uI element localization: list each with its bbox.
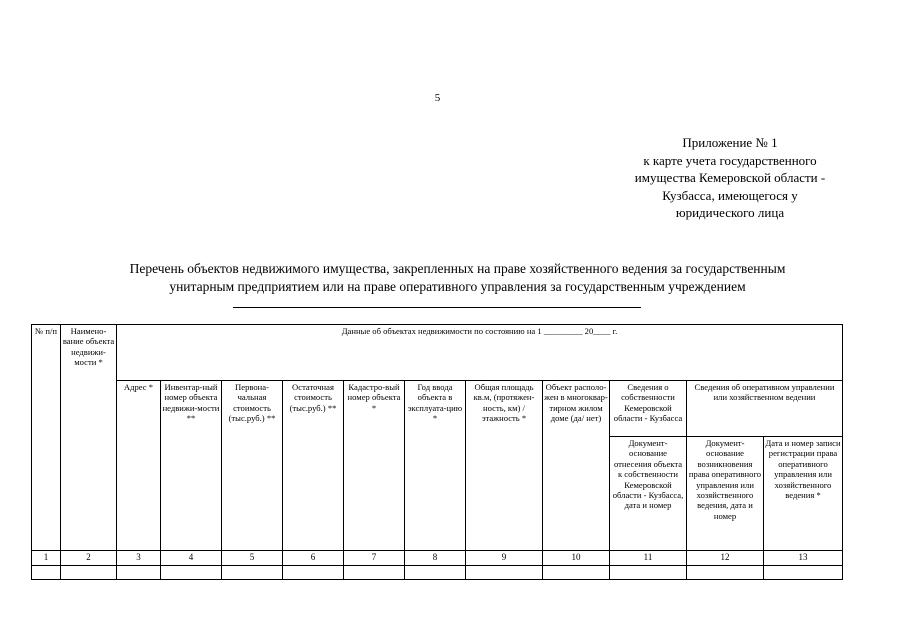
appendix-line: имущества Кемеровской области - <box>634 170 826 185</box>
table-cell[interactable] <box>283 566 344 580</box>
table-cell[interactable] <box>222 566 283 580</box>
table-cell[interactable] <box>610 566 687 580</box>
header-residual-cost: Остаточная стоимость (тыс.руб.) ** <box>283 381 344 551</box>
title-line-1: Перечень объектов недвижимого имущества, закрепленных на праве хозяйственного ведения за государственным <box>129 261 786 276</box>
appendix-line: Кузбасса, имеющегося у <box>662 187 798 203</box>
table-cell[interactable] <box>344 566 405 580</box>
column-number: 10 <box>543 551 610 566</box>
header-op-document: Документ-основание возникновения права оперативного управления или хозяйственного ведения, дата и номер <box>687 437 764 551</box>
header-object-name: Наимено-вание объекта недвижи-мости * <box>61 325 117 551</box>
column-number: 2 <box>61 551 117 566</box>
header-apartment-building: Объект располо-жен в многоквар-тирном жилом доме (да/ нет) <box>543 381 610 551</box>
title-line-2: унитарным предприятием или на праве оперативного управления за государственным учреждением <box>169 278 746 294</box>
header-cadastral-number: Кадастро-вый номер объекта * <box>344 381 405 551</box>
column-number: 3 <box>117 551 161 566</box>
header-commission-year: Год ввода объекта в эксплуата-цию * <box>405 381 466 551</box>
header-ownership-info: Сведения о собственности Кемеровской области - Кузбасса <box>610 381 687 437</box>
table-cell[interactable] <box>543 566 610 580</box>
header-initial-cost: Первона-чальная стоимость (тыс.руб.) ** <box>222 381 283 551</box>
appendix-line: к карте учета государственного <box>643 152 817 168</box>
column-number: 8 <box>405 551 466 566</box>
header-inventory-number: Инвентар-ный номер объекта недвижи-мости ** <box>161 381 222 551</box>
table-cell[interactable] <box>61 566 117 580</box>
header-row-number: № п/п <box>32 325 61 551</box>
header-ownership-document: Документ-основание отнесения объекта к собственности Кемеровской области - Кузбасса, дата и номер <box>610 437 687 551</box>
column-number: 11 <box>610 551 687 566</box>
table-row <box>32 566 843 580</box>
table-cell[interactable] <box>32 566 61 580</box>
table-cell[interactable] <box>764 566 843 580</box>
appendix-note <box>590 134 870 222</box>
page-number: 5 <box>434 92 441 104</box>
organization-name-blank <box>233 307 641 308</box>
column-number: 12 <box>687 551 764 566</box>
column-number: 7 <box>344 551 405 566</box>
table-cell[interactable] <box>466 566 543 580</box>
column-number: 6 <box>283 551 344 566</box>
header-address: Адрес * <box>117 381 161 551</box>
column-number: 13 <box>764 551 843 566</box>
header-total-area: Общая площадь кв.м, (протяжен-ность, км) / этажность * <box>466 381 543 551</box>
header-data-group: Данные об объектах недвижимости по состоянию на 1 _________ 20____ г. <box>117 325 843 381</box>
table-cell[interactable] <box>405 566 466 580</box>
appendix-line: Приложение № 1 <box>682 135 778 150</box>
header-op-registration: Дата и номер записи регистрации права оперативного управления или хозяйственного ведения * <box>764 437 843 551</box>
table-cell[interactable] <box>117 566 161 580</box>
real-estate-objects-table <box>31 324 843 580</box>
appendix-line: юридического лица <box>675 205 785 220</box>
column-number: 9 <box>466 551 543 566</box>
table-cell[interactable] <box>687 566 764 580</box>
column-number: 5 <box>222 551 283 566</box>
column-number: 1 <box>32 551 61 566</box>
header-operational-management: Сведения об оперативном управлении или хозяйственном ведении <box>687 381 843 437</box>
column-number: 4 <box>161 551 222 566</box>
table-cell[interactable] <box>161 566 222 580</box>
document-title <box>60 260 855 295</box>
